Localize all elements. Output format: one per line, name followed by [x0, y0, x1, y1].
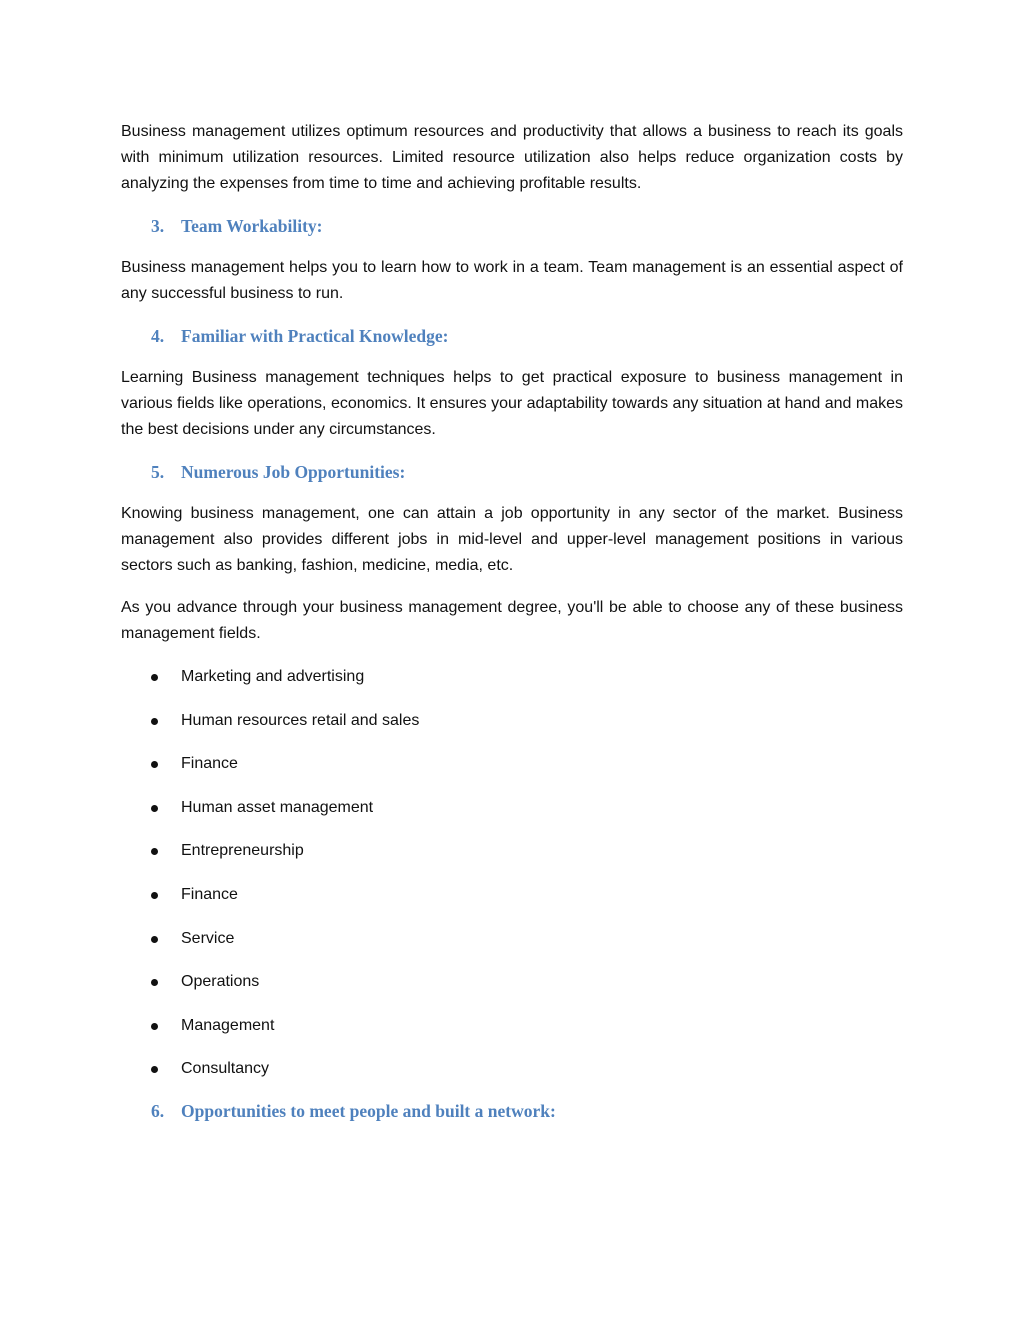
bullet-icon	[151, 979, 158, 986]
heading-text: Numerous Job Opportunities:	[181, 462, 406, 482]
fields-intro-paragraph: As you advance through your business management degree, you'll be able to choose any of these business management fields.	[121, 599, 903, 642]
heading-text: Team Workability:	[181, 216, 323, 236]
list-item-text: Marketing and advertising	[181, 668, 365, 685]
list-item-text: Finance	[181, 885, 238, 903]
bullet-icon	[151, 936, 158, 943]
list-item	[121, 969, 903, 995]
jobs-paragraph: Knowing business management, one can attain a job opportunity in any sector of the market. Business management also provides different jobs in mid-level and upper-level management positions in various sectors such as banking, fashion, medicine, media, etc.	[121, 505, 903, 574]
fields-list	[121, 664, 903, 1082]
bullet-icon	[151, 674, 158, 681]
heading-text: Opportunities to meet people and built a network:	[181, 1101, 556, 1122]
list-item	[121, 795, 903, 821]
list-item	[121, 838, 903, 864]
intro-paragraph: Business management utilizes optimum resources and productivity that allows a business to reach its goals with minimum utilization resources. Limited resource utilization also helps reduce organization costs by analyzing the expenses from time to time and achieving profitable results.	[121, 123, 903, 192]
list-item-text: Entrepreneurship	[181, 842, 304, 860]
bullet-icon	[151, 1066, 158, 1073]
heading-job-opportunities	[121, 459, 903, 485]
heading-number: 4.	[151, 326, 165, 346]
list-item-text: Consultancy	[181, 1060, 270, 1078]
list-item	[121, 926, 903, 952]
heading-practical-knowledge	[121, 323, 903, 349]
practical-paragraph: Learning Business management techniques helps to get practical exposure to business management in various fields like operations, economics. It ensures your adaptability towards any situation at hand and makes the best decisions under any circumstances.	[121, 369, 903, 438]
list-item-text: Human asset management	[181, 798, 374, 816]
list-item-text: Operations	[181, 973, 260, 991]
heading-number: 5.	[151, 462, 165, 482]
document-page	[121, 119, 903, 1124]
heading-text: Familiar with Practical Knowledge:	[181, 326, 449, 346]
list-item-text: Service	[181, 929, 235, 947]
team-paragraph: Business management helps you to learn how to work in a team. Team management is an essential aspect of any successful business to run.	[121, 259, 903, 302]
bullet-icon	[151, 892, 158, 899]
list-item	[121, 708, 903, 734]
list-item-text: Management	[181, 1016, 275, 1034]
bullet-icon	[151, 718, 158, 725]
bullet-icon	[151, 1023, 158, 1030]
heading-number: 3.	[151, 216, 165, 236]
bullet-icon	[151, 848, 158, 855]
heading-team-workability	[121, 213, 903, 239]
heading-number: 6.	[151, 1101, 165, 1122]
list-item	[121, 882, 903, 908]
list-item	[121, 1013, 903, 1039]
list-item-text: Finance	[181, 755, 238, 773]
list-item	[121, 664, 903, 690]
heading-meet-people-network	[121, 1098, 903, 1124]
bullet-icon	[151, 761, 158, 768]
bullet-icon	[151, 805, 158, 812]
list-item	[121, 751, 903, 777]
list-item-text: Human resources retail and sales	[181, 711, 420, 729]
list-item	[121, 1056, 903, 1082]
